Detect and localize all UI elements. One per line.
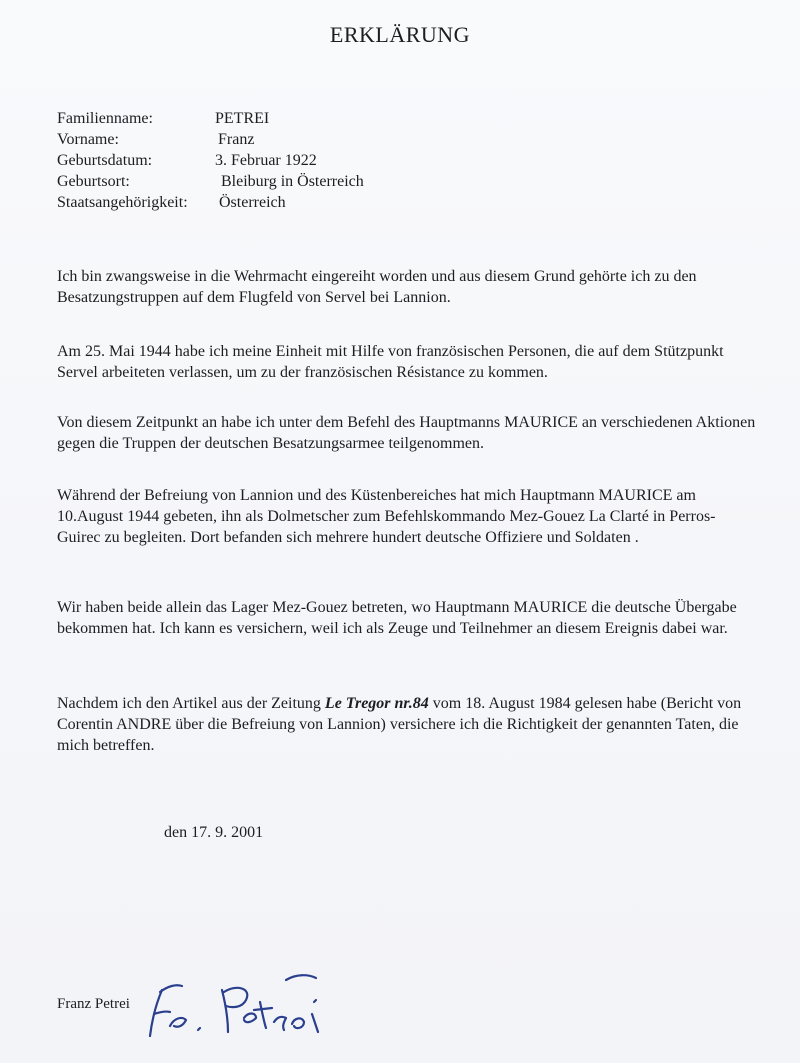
field-nationality bbox=[57, 192, 364, 213]
confirmation-text-start: Nachdem ich den Artikel aus der Zeitung bbox=[57, 695, 325, 712]
field-value: Bleiburg in Österreich bbox=[221, 173, 364, 190]
field-birth-place bbox=[57, 171, 364, 192]
field-label: Familienname: bbox=[57, 110, 153, 127]
newspaper-name: Le Tregor nr.84 bbox=[324, 695, 429, 712]
field-label: Vorname: bbox=[57, 131, 119, 148]
field-family-name bbox=[57, 108, 364, 129]
document-date: den 17. 9. 2001 bbox=[164, 824, 264, 841]
field-value: Franz bbox=[218, 131, 255, 148]
paragraph-liberation: Während der Befreiung von Lannion und des Küstenbereiches hat mich Hauptmann MAURICE am 10.August 1944 gebeten, ihn als Dolmetscher zum Befehlskommando Mez-Gouez La Clarté in Perros-Guirec zu begleiten. Dort befanden sich mehrere hundert deutsche Offiziere und Soldaten . bbox=[57, 487, 716, 546]
paragraph-confirmation bbox=[57, 693, 757, 756]
personal-details bbox=[57, 108, 364, 213]
paragraph-conscription: Ich bin zwangsweise in die Wehrmacht eingereiht worden und aus diesem Grund gehörte ich zu den Besatzungstruppen auf dem Flugfeld von Servel bei Lannion. bbox=[57, 268, 697, 306]
signatory-name: Franz Petrei bbox=[57, 996, 130, 1012]
field-label: Staatsangehörigkeit: bbox=[57, 194, 188, 211]
field-value: Österreich bbox=[219, 194, 286, 211]
field-value: 3. Februar 1922 bbox=[215, 152, 317, 169]
field-value: PETREI bbox=[215, 110, 270, 127]
document-title: ERKLÄRUNG bbox=[329, 22, 471, 47]
paragraph-desertion: Am 25. Mai 1944 habe ich meine Einheit mit Hilfe von französischen Personen, die auf dem Stützpunkt Servel arbeiteten verlassen, um zu der französischen Résistance zu kommen. bbox=[57, 343, 724, 381]
paragraph-resistance: Von diesem Zeitpunkt an habe ich unter dem Befehl des Hauptmanns MAURICE an verschiedenen Aktionen gegen die Truppen der deutschen Besatzungsarmee teilgenommen. bbox=[57, 414, 756, 452]
field-birth-date bbox=[57, 150, 364, 171]
confirmation-text-end: vom 18. August 1984 gelesen habe (Bericht von Corentin ANDRE über die Befreiung von Lannion) versichere ich die Richtigkeit der genannten Taten, die mich betreffen. bbox=[57, 695, 742, 754]
field-label: Geburtsdatum: bbox=[57, 152, 153, 169]
field-label: Geburtsort: bbox=[57, 173, 130, 190]
field-first-name bbox=[57, 129, 364, 150]
paragraph-surrender: Wir haben beide allein das Lager Mez-Gouez betreten, wo Hauptmann MAURICE die deutsche Übergabe bekommen hat. Ich kann es versichern, weil ich als Zeuge und Teilnehmer an diesem Ereignis dabei war. bbox=[57, 599, 737, 637]
handwritten-signature bbox=[140, 966, 340, 1046]
